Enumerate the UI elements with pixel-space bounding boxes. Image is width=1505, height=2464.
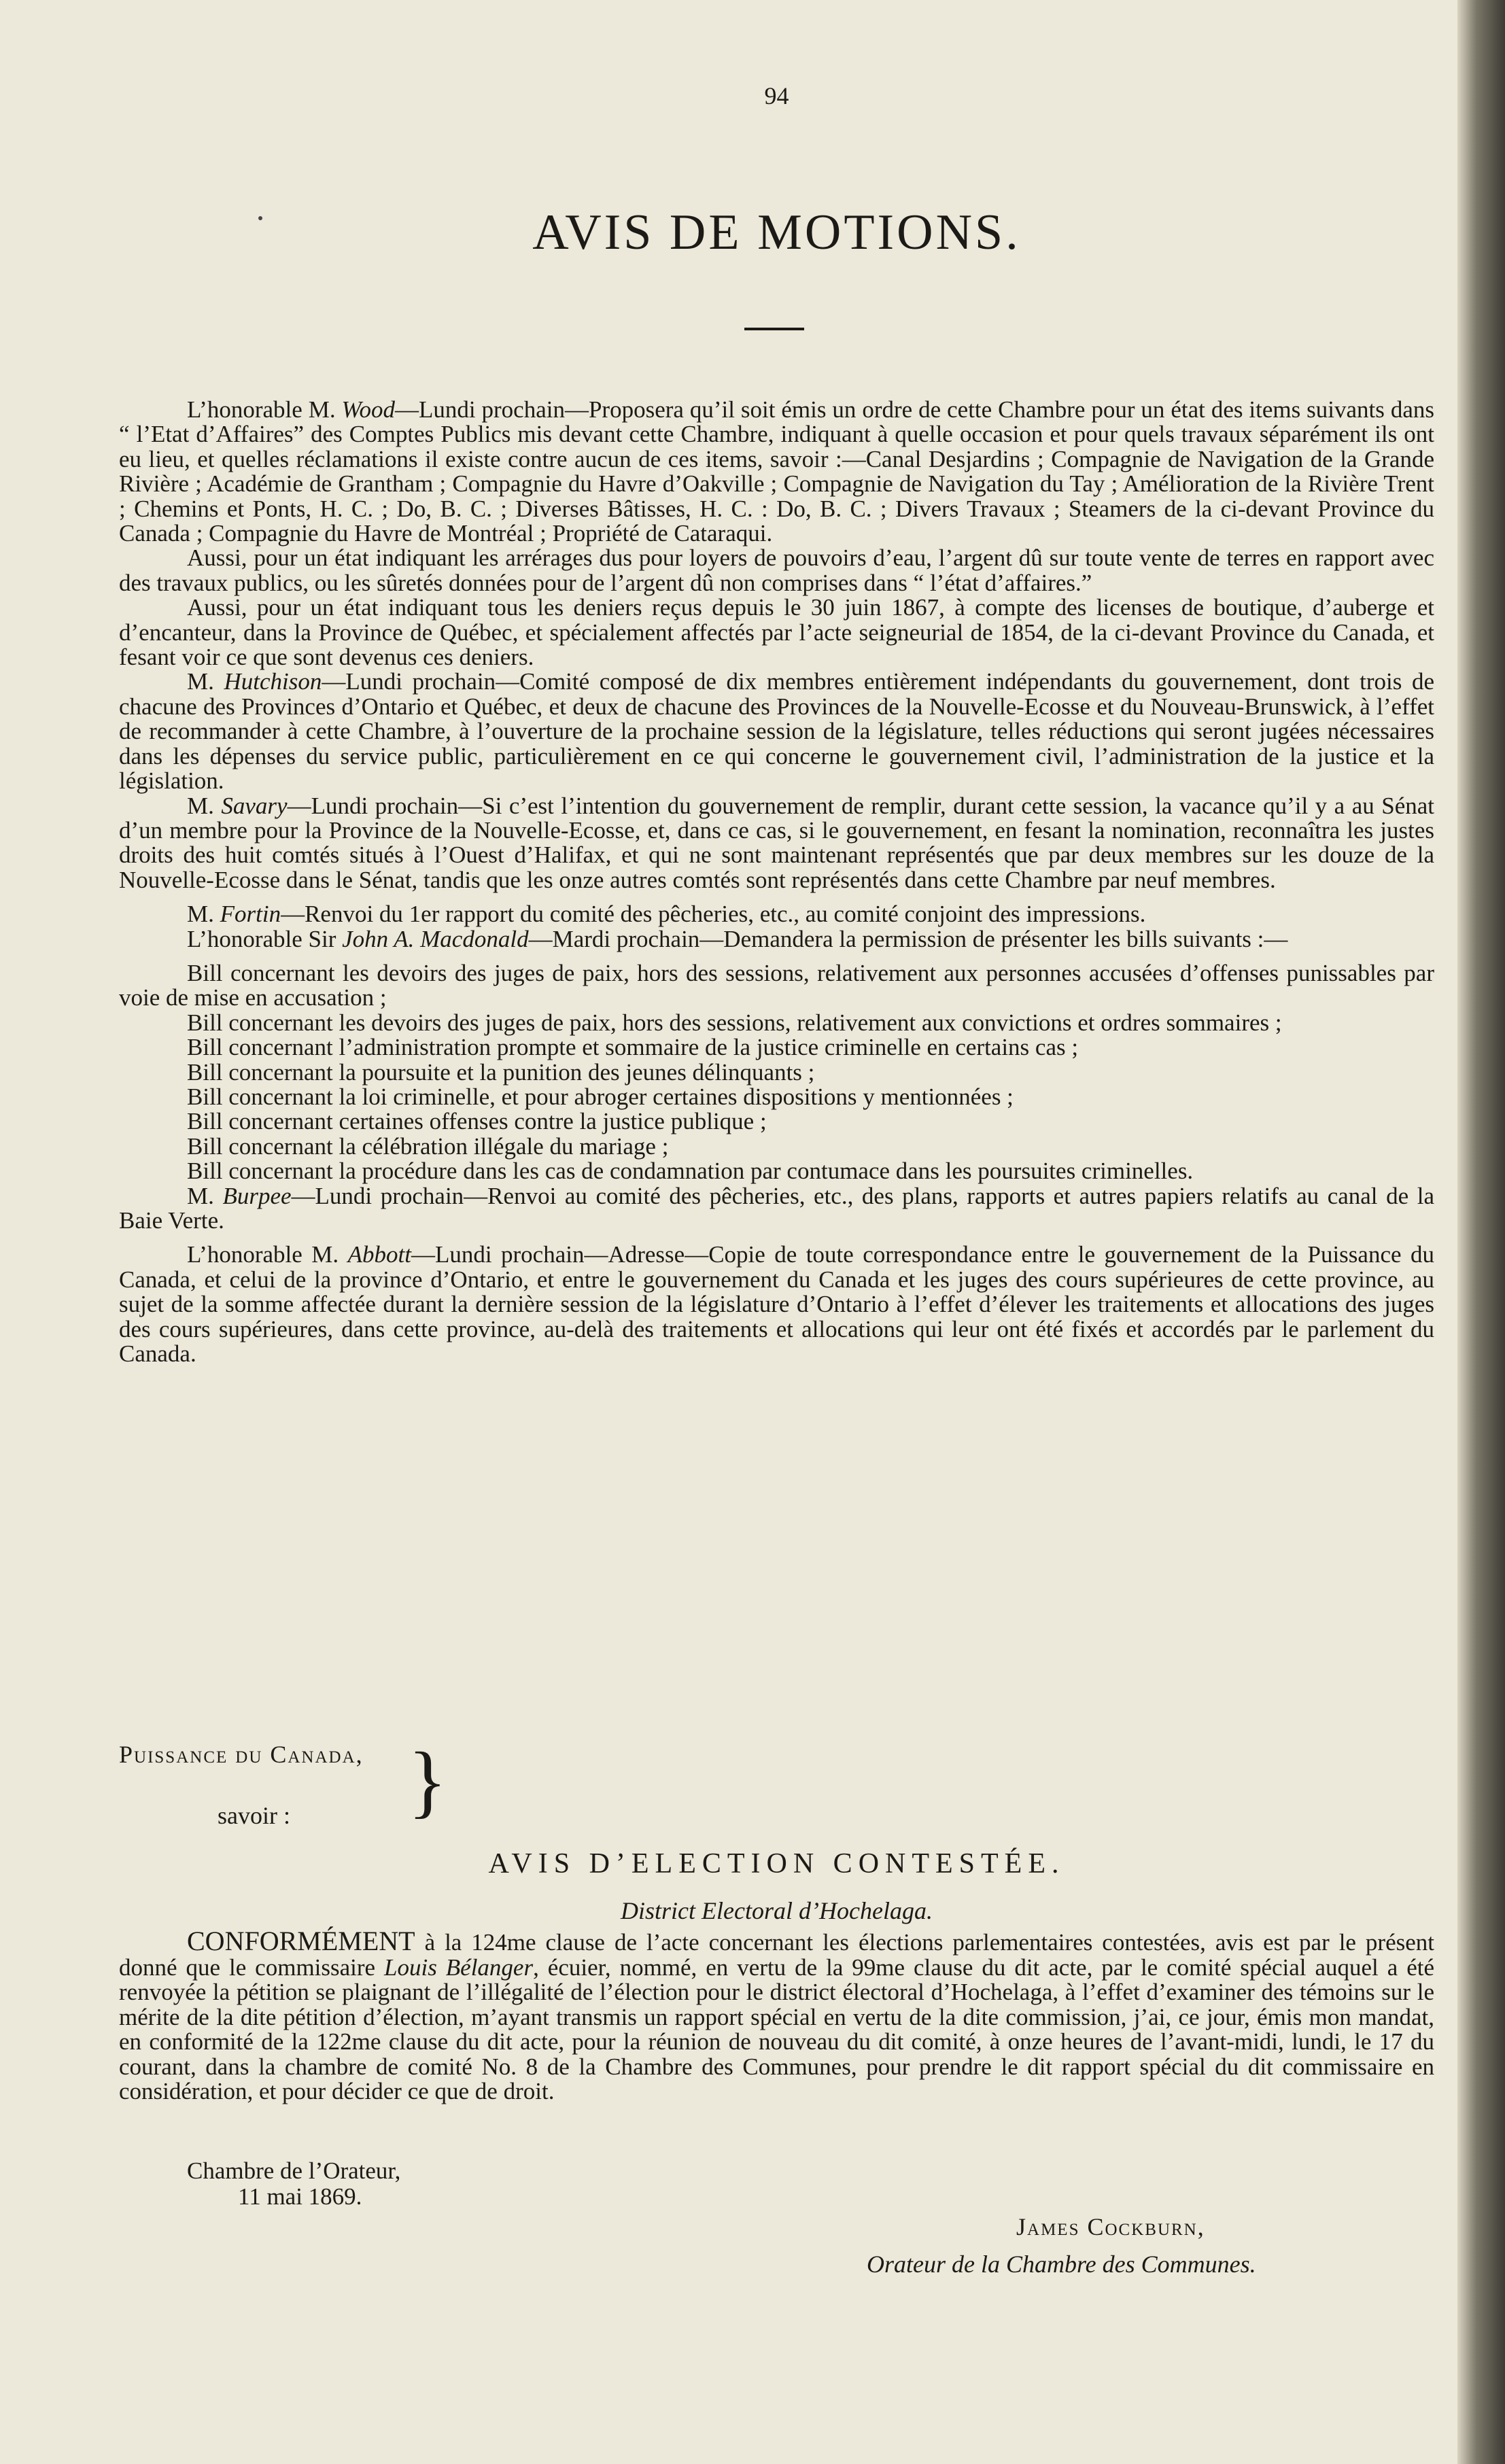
bill-item: Bill concernant la procédure dans les cas de condamnation par contumace dans les poursuites criminelles. xyxy=(187,1158,1194,1185)
motions-section xyxy=(119,398,1434,1366)
notice-title: AVIS D’ELECTION CONTESTÉE. xyxy=(488,1848,1065,1879)
page-title: AVIS DE MOTIONS. xyxy=(532,205,1021,260)
page-edge-shadow xyxy=(1457,0,1505,2464)
bill-item: Bill concernant la loi criminelle, et pour abroger certaines dispositions y mentionnées ; xyxy=(187,1083,1014,1110)
bill-item: Bill concernant l’administration prompte et sommaire de la justice criminelle en certains cas ; xyxy=(187,1034,1079,1061)
notice-date: 11 mai 1869. xyxy=(238,2183,362,2210)
motion-burpee: M. Burpee—Lundi prochain—Renvoi au comité des pêcheries, etc., des plans, rapports et autres papiers relatifs au canal de la Baie Verte. xyxy=(119,1182,1434,1234)
notice-body xyxy=(119,1926,1434,2104)
bill-item: Bill concernant la poursuite et la punition des jeunes délinquants ; xyxy=(187,1058,815,1086)
notice-district: District Electoral d’Hochelaga. xyxy=(621,1897,933,1924)
notice-place-date xyxy=(187,2158,400,2210)
motion-macdonald: L’honorable Sir John A. Macdonald—Mardi prochain—Demandera la permission de présenter les bills suivants :— xyxy=(187,925,1288,952)
page-number: 94 xyxy=(764,82,789,109)
bill-item: Bill concernant les devoirs des juges de paix, hors des sessions, relativement aux personnes accusées d’offenses punissables par voie de mise en accusation ; xyxy=(119,959,1434,1011)
motion-hutchison: M. Hutchison—Lundi prochain—Comité composé de dix membres entièrement indépendants du gouvernement, dont trois de chacune des Provinces d’Ontario et Québec, et deux de chacune des Provinces de la Nouvelle-Ecosse et du Nouveau-Brunswick, à l’effet de recommander à cette Chambre, à l’ouverture de la prochaine session de la législature, telles réductions qui seront jugées nécessaires dans les dépenses du service public, particulièrement en ce qui concerne le gouvernement civil, l’administration de la justice et la législation. xyxy=(119,668,1434,795)
motion-savary: M. Savary—Lundi prochain—Si c’est l’intention du gouvernement de remplir, durant cette session, la vacance qu’il y a au Sénat d’un membre pour la Province de la Nouvelle-Ecosse, et, dans ce cas, si le gouvernement, en fesant la nomination, reconnaîtra les justes droits des huit comtés situés à l’Ouest d’Halifax, et qui ne sont maintenant représentés que par deux membres sur les douze de la Nouvelle-Ecosse dans le Sénat, tandis que les onze autres comtés sont représentés dans cette Chambre par neuf membres. xyxy=(119,792,1434,893)
notice-paragraph: CONFORMÉMENT à la 124me clause de l’acte concernant les élections parlementaires contestées, avis est par le présent donné que le commissaire Louis Bélanger, écuier, nommé, en vertu de la 99me clause du dit acte, par le comité spécial auquel a été renvoyée la pétition se plaignant de l’illégalité de l’élection pour le district électoral d’Hochelaga, à l’effet d’examiner des témoins sur le mérite de la dite pétition d’élection, m’ayant transmis un rapport spécial en vertu de la dite commission, j’ai, ce jour, émis mon mandat, en conformité de la 122me clause du dit acte, pour la réunion de nouveau du dit comité, à onze heures de l’avant-midi, lundi, le 17 du courant, dans la chambre de comité No. 8 de la Chambre des Communes, pour prendre le dit rapport spécial du dit commissaire en considération, et pour décider ce que de droit. xyxy=(119,1926,1434,2104)
motion-wood-arrears: Aussi, pour un état indiquant les arrérages dus pour loyers de pouvoirs d’eau, l’argent dû sur toute vente de terres en rapport avec des travaux publics, ou les sûretés données pour de l’argent dû non comprises dans “ l’état d’affaires.” xyxy=(119,544,1434,596)
title-rule xyxy=(744,328,804,330)
motion-fortin: M. Fortin—Renvoi du 1er rapport du comité des pêcheries, etc., au comité conjoint des impressions. xyxy=(187,901,1146,928)
savoir-label: savoir : xyxy=(218,1802,290,1829)
bill-item: Bill concernant les devoirs des juges de paix, hors des sessions, relativement aux convictions et ordres sommaires ; xyxy=(187,1009,1282,1036)
notice-place: Chambre de l’Orateur, xyxy=(187,2157,401,2184)
jurisdiction-label: Puissance du Canada, xyxy=(119,1741,364,1768)
bill-item: Bill concernant la célébration illégale du mariage ; xyxy=(187,1132,669,1160)
signature-title: Orateur de la Chambre des Communes. xyxy=(867,2251,1256,2278)
motion-wood: L’honorable M. Wood—Lundi prochain—Proposera qu’il soit émis un ordre de cette Chambre pour un état des items suivants dans “ l’Etat d’Affaires” des Comptes Publics mis devant cette Chambre, indiquant à quelle occasion et pour quels travaux séparément ils ont eu lieu, et quelles réclamations il existe contre aucun de ces items, savoir :—Canal Desjardins ; Compagnie de Navigation de la Grande Rivière ; Académie de Grantham ; Compagnie du Havre d’Oakville ; Compagnie de Navigation du Tay ; Amélioration de la Rivière Trent ; Chemins et Ponts, H. C. ; Do, B. C. ; Diverses Bâtisses, H. C. : Do, B. C. ; Divers Travaux ; Steamers de la ci-devant Province du Canada ; Compagnie du Havre de Montréal ; Propriété de Cataraqui. xyxy=(119,396,1434,547)
brace-glyph: } xyxy=(408,1735,449,1826)
bill-item: Bill concernant certaines offenses contre la justice publique ; xyxy=(187,1108,767,1135)
motion-abbott: L’honorable M. Abbott—Lundi prochain—Adresse—Copie de toute correspondance entre le gouvernement de la Puissance du Canada, et celui de la province d’Ontario, et entre le gouvernement du Canada et les juges des cours supérieures de cette province, au sujet de la somme affectée durant la dernière session de la législature d’Ontario à l’effet d’élever les traitements et allocations des juges des cours supérieures, dans cette province, au-delà des traitements et allocations qui leur ont été fixés et accordés par le parlement du Canada. xyxy=(119,1241,1434,1368)
motion-wood-licenses: Aussi, pour un état indiquant tous les deniers reçus depuis le 30 juin 1867, à compte des licenses de boutique, d’auberge et d’encanteur, dans la Province de Québec, et spécialement affectés par l’acte seigneurial de 1854, de la ci-devant Province du Canada, et fesant voir ce que sont devenus ces deniers. xyxy=(119,594,1434,671)
signature-name: James Cockburn, xyxy=(1016,2213,1205,2240)
